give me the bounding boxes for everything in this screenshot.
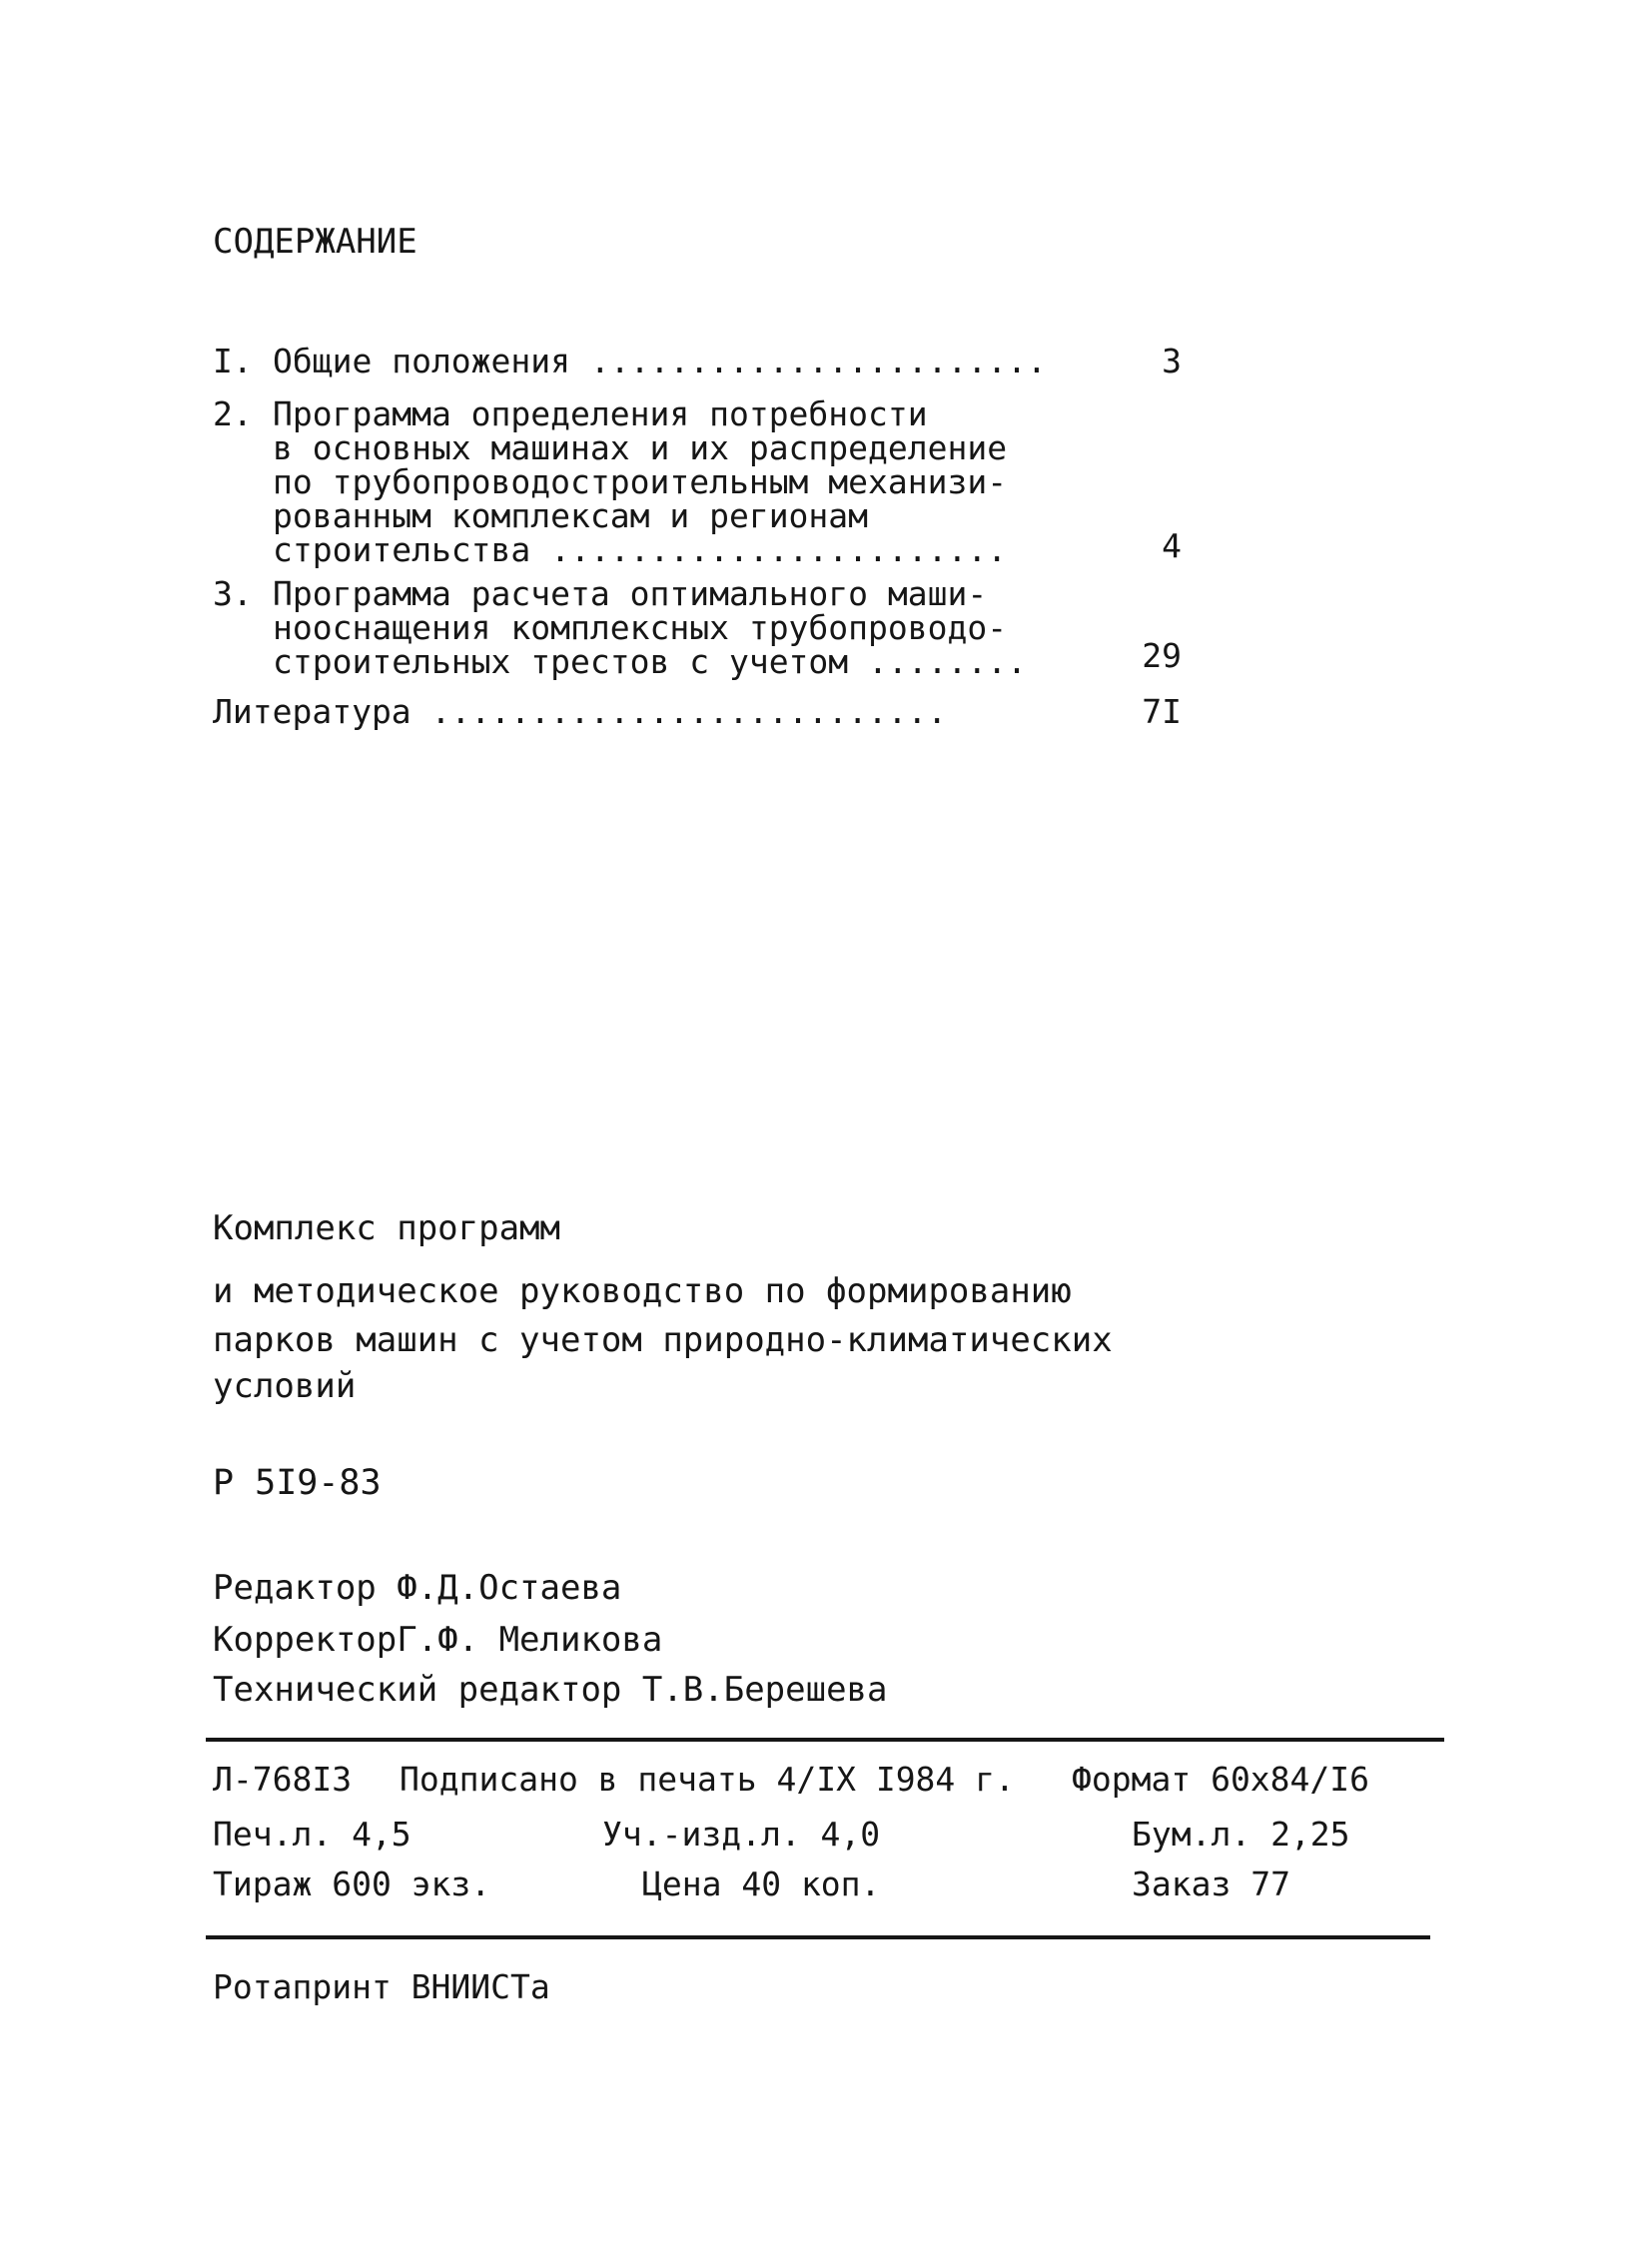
toc-entry-page: 7I: [1142, 692, 1182, 731]
toc-entry-line: по трубопроводостроительным механизи-: [273, 462, 1008, 501]
imprint-print-run: Тираж 600 экз.: [213, 1865, 491, 1903]
imprint-signed: Подписано в печать 4/IX I984 г.: [400, 1760, 1015, 1799]
toc-entry-number: 3.: [213, 574, 253, 613]
toc-entry-number: 2.: [213, 394, 253, 433]
toc-entry-page: 3: [1162, 342, 1182, 380]
toc-title: СОДЕРЖАНИЕ: [213, 222, 417, 262]
toc-entry-line: Общие положения .......................: [273, 342, 1047, 380]
divider-bottom: [206, 1935, 1430, 1939]
toc-entry-page: 4: [1162, 526, 1182, 565]
imprint-order: Заказ 77: [1132, 1865, 1290, 1903]
imprint-print-sheets: Печ.л. 4,5: [213, 1815, 412, 1854]
toc-entry-line: Программа расчета оптимального маши-: [273, 574, 988, 613]
toc-entry-number: I.: [213, 342, 253, 380]
toc-entry-line: в основных машинах и их распределение: [273, 428, 1008, 467]
toc-entry-line: Программа определения потребности: [273, 394, 928, 433]
editor-credit: Редактор Ф.Д.Остаева: [213, 1568, 622, 1608]
toc-entry-line: рованным комплексам и регионам: [273, 496, 869, 535]
toc-entry-page: 29: [1142, 636, 1182, 675]
toc-entry-line: нооснащения комплексных трубопроводо-: [273, 608, 1008, 647]
tech-editor-credit: Технический редактор Т.В.Берешева: [213, 1670, 888, 1710]
imprint-publishing-sheets: Уч.-изд.л. 4,0: [602, 1815, 881, 1854]
toc-entry-line: строительных трестов с учетом ........: [273, 642, 1027, 681]
corrector-credit: КорректорГ.Ф. Меликова: [213, 1620, 663, 1660]
imprint-paper-sheets: Бум.л. 2,25: [1132, 1815, 1350, 1854]
printer-name: Ротапринт ВНИИСТа: [213, 1967, 550, 2006]
book-title-line: и методическое руководство по формированию: [213, 1271, 1072, 1311]
document-code: Р 5I9-83: [213, 1463, 382, 1503]
toc-entry-3: [213, 574, 1182, 687]
toc-entry-1: [213, 342, 1182, 384]
book-title-line: Комплекс программ: [213, 1208, 560, 1248]
book-title-line: условий: [213, 1366, 357, 1406]
book-title-line: парков машин с учетом природно-климатических: [213, 1320, 1113, 1360]
imprint-price: Цена 40 коп.: [642, 1865, 881, 1903]
toc-entry-line: Литература ..........................: [213, 692, 948, 731]
imprint-license: Л-768I3: [213, 1760, 353, 1799]
divider-top: [206, 1738, 1444, 1742]
imprint-format: Формат 60х84/I6: [1072, 1760, 1370, 1799]
toc-entry-2: [213, 394, 1182, 577]
toc-entry-line: строительства .......................: [273, 530, 1008, 569]
toc-entry-references: [213, 692, 1182, 735]
